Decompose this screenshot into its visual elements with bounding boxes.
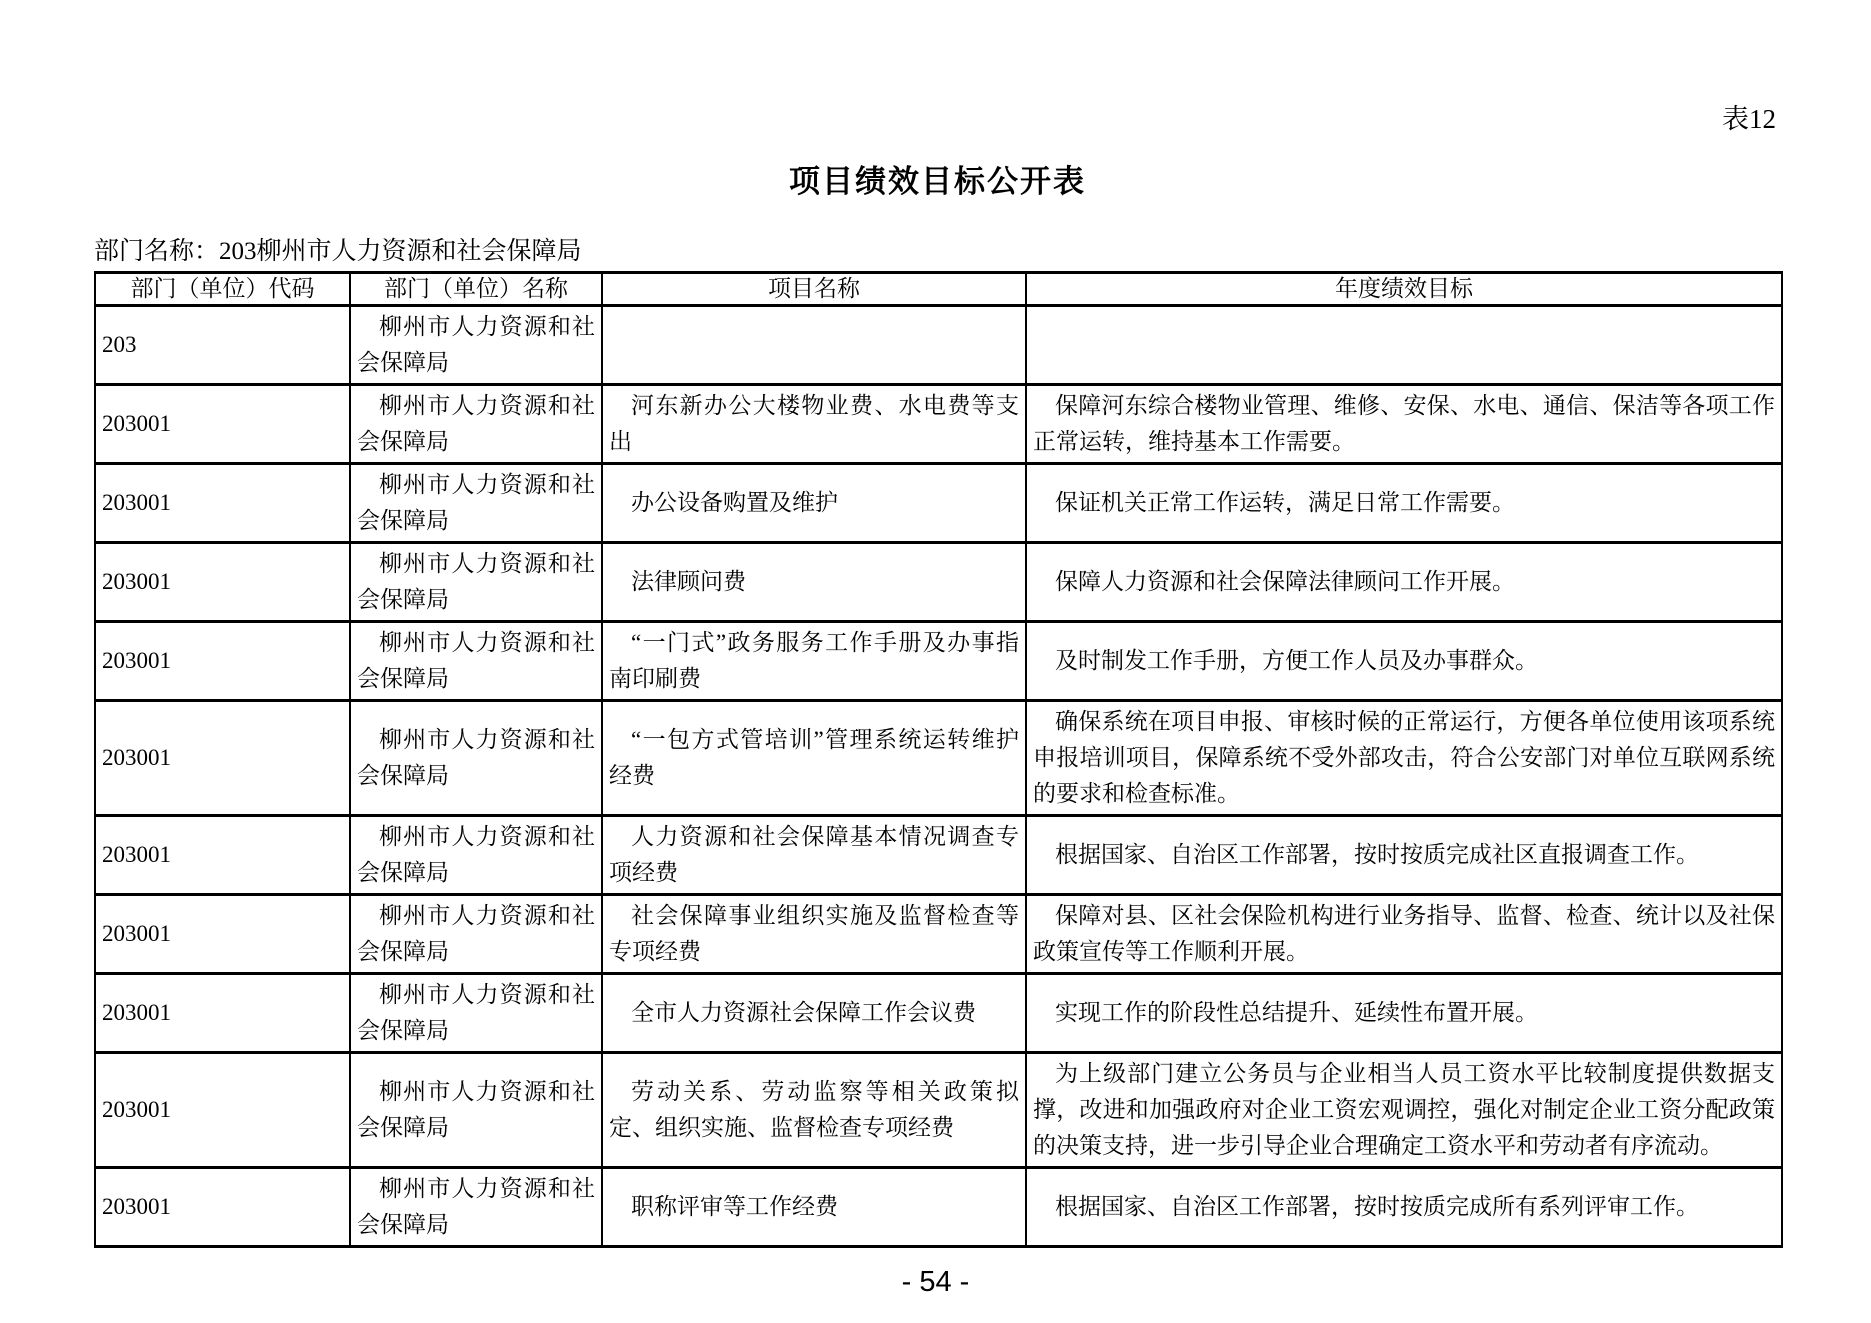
cell-name: 柳州市人力资源和社会保障局 xyxy=(350,1053,602,1168)
cell-project xyxy=(602,306,1026,385)
cell-target: 根据国家、自治区工作部署，按时按质完成社区直报调查工作。 xyxy=(1026,816,1782,895)
performance-target-table xyxy=(94,271,1783,1248)
cell-name: 柳州市人力资源和社会保障局 xyxy=(350,306,602,385)
page-title: 项目绩效目标公开表 xyxy=(789,164,1086,199)
cell-code: 203001 xyxy=(95,816,350,895)
column-header-unit-name: 部门（单位）名称 xyxy=(350,273,602,306)
cell-code: 203001 xyxy=(95,464,350,543)
table-row xyxy=(95,816,1782,895)
cell-project: 职称评审等工作经费 xyxy=(602,1168,1026,1247)
cell-target xyxy=(1026,306,1782,385)
cell-name: 柳州市人力资源和社会保障局 xyxy=(350,543,602,622)
cell-name: 柳州市人力资源和社会保障局 xyxy=(350,1168,602,1247)
cell-target: 为上级部门建立公务员与企业相当人员工资水平比较制度提供数据支撑，改进和加强政府对企业工资宏观调控，强化对制定企业工资分配政策的决策支持，进一步引导企业合理确定工资水平和劳动者有序流动。 xyxy=(1026,1053,1782,1168)
cell-name: 柳州市人力资源和社会保障局 xyxy=(350,701,602,816)
cell-name: 柳州市人力资源和社会保障局 xyxy=(350,622,602,701)
cell-name: 柳州市人力资源和社会保障局 xyxy=(350,895,602,974)
cell-project: 社会保障事业组织实施及监督检查等专项经费 xyxy=(602,895,1026,974)
cell-target: 保障人力资源和社会保障法律顾问工作开展。 xyxy=(1026,543,1782,622)
cell-project: 河东新办公大楼物业费、水电费等支出 xyxy=(602,385,1026,464)
cell-project: “一门式”政务服务工作手册及办事指南印刷费 xyxy=(602,622,1026,701)
table-row xyxy=(95,1168,1782,1247)
cell-project: 办公设备购置及维护 xyxy=(602,464,1026,543)
table-body xyxy=(95,306,1782,1247)
cell-code: 203001 xyxy=(95,895,350,974)
cell-project: 法律顾问费 xyxy=(602,543,1026,622)
cell-target: 确保系统在项目申报、审核时候的正常运行，方便各单位使用该项系统申报培训项目，保障系统不受外部攻击，符合公安部门对单位互联网系统的要求和检查标准。 xyxy=(1026,701,1782,816)
table-row xyxy=(95,622,1782,701)
cell-code: 203001 xyxy=(95,1053,350,1168)
column-header-project-name: 项目名称 xyxy=(602,273,1026,306)
cell-target: 及时制发工作手册，方便工作人员及办事群众。 xyxy=(1026,622,1782,701)
table-row xyxy=(95,1053,1782,1168)
cell-code: 203001 xyxy=(95,385,350,464)
cell-name: 柳州市人力资源和社会保障局 xyxy=(350,974,602,1053)
page-number: - 54 - xyxy=(901,1266,970,1298)
table-row xyxy=(95,543,1782,622)
department-name-line: 部门名称：203柳州市人力资源和社会保障局 xyxy=(94,238,582,265)
cell-target: 根据国家、自治区工作部署，按时按质完成所有系列评审工作。 xyxy=(1026,1168,1782,1247)
cell-code: 203001 xyxy=(95,701,350,816)
table-number-label: 表12 xyxy=(1722,104,1776,134)
cell-name: 柳州市人力资源和社会保障局 xyxy=(350,816,602,895)
cell-name: 柳州市人力资源和社会保障局 xyxy=(350,464,602,543)
cell-code: 203001 xyxy=(95,543,350,622)
table-row xyxy=(95,464,1782,543)
cell-target: 保证机关正常工作运转，满足日常工作需要。 xyxy=(1026,464,1782,543)
cell-project: 劳动关系、劳动监察等相关政策拟定、组织实施、监督检查专项经费 xyxy=(602,1053,1026,1168)
cell-target: 实现工作的阶段性总结提升、延续性布置开展。 xyxy=(1026,974,1782,1053)
table-header-row xyxy=(95,273,1782,306)
cell-target: 保障河东综合楼物业管理、维修、安保、水电、通信、保洁等各项工作正常运转，维持基本工作需要。 xyxy=(1026,385,1782,464)
table-row xyxy=(95,385,1782,464)
cell-name: 柳州市人力资源和社会保障局 xyxy=(350,385,602,464)
column-header-annual-target: 年度绩效目标 xyxy=(1026,273,1782,306)
cell-code: 203 xyxy=(95,306,350,385)
cell-target: 保障对县、区社会保险机构进行业务指导、监督、检查、统计以及社保政策宣传等工作顺利开展。 xyxy=(1026,895,1782,974)
table-row xyxy=(95,895,1782,974)
cell-project: “一包方式管培训”管理系统运转维护经费 xyxy=(602,701,1026,816)
cell-code: 203001 xyxy=(95,622,350,701)
cell-code: 203001 xyxy=(95,974,350,1053)
table-row xyxy=(95,306,1782,385)
cell-project: 人力资源和社会保障基本情况调查专项经费 xyxy=(602,816,1026,895)
cell-code: 203001 xyxy=(95,1168,350,1247)
cell-project: 全市人力资源社会保障工作会议费 xyxy=(602,974,1026,1053)
table-row xyxy=(95,701,1782,816)
table-row xyxy=(95,974,1782,1053)
column-header-unit-code: 部门（单位）代码 xyxy=(95,273,350,306)
